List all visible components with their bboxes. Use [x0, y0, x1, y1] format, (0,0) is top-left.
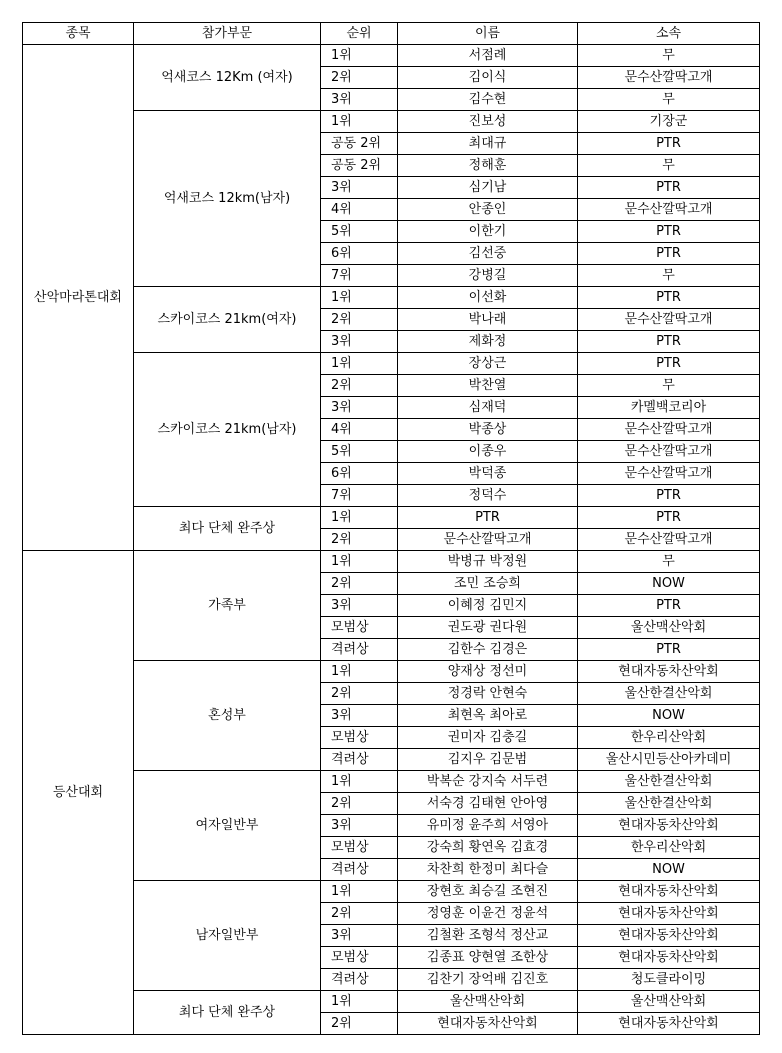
name-cell: 서점례 — [398, 45, 578, 67]
affiliation-cell: PTR — [578, 133, 760, 155]
table-row — [23, 353, 760, 375]
name-cell: 강숙희 황연옥 김효경 — [398, 837, 578, 859]
division-cell: 억새코스 12km(남자) — [134, 111, 321, 287]
affiliation-cell: PTR — [578, 287, 760, 309]
division-cell: 스카이코스 21km(남자) — [134, 353, 321, 507]
name-cell: 정영훈 이윤건 정윤석 — [398, 903, 578, 925]
table-row — [23, 771, 760, 793]
rank-cell: 1위 — [321, 551, 398, 573]
affiliation-cell: 울산한결산악회 — [578, 793, 760, 815]
affiliation-cell: PTR — [578, 221, 760, 243]
affiliation-cell: 현대자동차산악회 — [578, 1013, 760, 1035]
affiliation-cell: 현대자동차산악회 — [578, 925, 760, 947]
event-cell: 등산대회 — [23, 551, 134, 1035]
table-row — [23, 507, 760, 529]
name-cell: 이종우 — [398, 441, 578, 463]
rank-cell: 모범상 — [321, 727, 398, 749]
affiliation-cell: 현대자동차산악회 — [578, 661, 760, 683]
affiliation-cell: PTR — [578, 353, 760, 375]
affiliation-cell: PTR — [578, 507, 760, 529]
name-cell: 최현옥 최아로 — [398, 705, 578, 727]
rank-cell: 1위 — [321, 881, 398, 903]
rank-cell: 격려상 — [321, 859, 398, 881]
rank-cell: 1위 — [321, 661, 398, 683]
name-cell: 김종표 양현열 조한상 — [398, 947, 578, 969]
header-name: 이름 — [398, 23, 578, 45]
rank-cell: 2위 — [321, 1013, 398, 1035]
table-row — [23, 45, 760, 67]
name-cell: 김수현 — [398, 89, 578, 111]
affiliation-cell: 현대자동차산악회 — [578, 903, 760, 925]
name-cell: 울산맥산악회 — [398, 991, 578, 1013]
affiliation-cell: NOW — [578, 573, 760, 595]
affiliation-cell: 울산한결산악회 — [578, 771, 760, 793]
table-row — [23, 551, 760, 573]
division-cell: 스카이코스 21km(여자) — [134, 287, 321, 353]
name-cell: 진보성 — [398, 111, 578, 133]
affiliation-cell: 무 — [578, 89, 760, 111]
rank-cell: 6위 — [321, 463, 398, 485]
affiliation-cell: 문수산깔딱고개 — [578, 199, 760, 221]
rank-cell: 2위 — [321, 529, 398, 551]
name-cell: 정해훈 — [398, 155, 578, 177]
division-cell: 가족부 — [134, 551, 321, 661]
rank-cell: 3위 — [321, 397, 398, 419]
name-cell: PTR — [398, 507, 578, 529]
table-row — [23, 287, 760, 309]
rank-cell: 모범상 — [321, 837, 398, 859]
rank-cell: 3위 — [321, 89, 398, 111]
table-row — [23, 991, 760, 1013]
name-cell: 김철환 조형석 정산교 — [398, 925, 578, 947]
rank-cell: 3위 — [321, 177, 398, 199]
header-rank: 순위 — [321, 23, 398, 45]
name-cell: 차찬희 한정미 최다슬 — [398, 859, 578, 881]
rank-cell: 2위 — [321, 903, 398, 925]
affiliation-cell: 문수산깔딱고개 — [578, 419, 760, 441]
rank-cell: 2위 — [321, 67, 398, 89]
name-cell: 심재덕 — [398, 397, 578, 419]
name-cell: 장현호 최승길 조현진 — [398, 881, 578, 903]
affiliation-cell: PTR — [578, 331, 760, 353]
name-cell: 권도광 권다원 — [398, 617, 578, 639]
name-cell: 안종인 — [398, 199, 578, 221]
rank-cell: 7위 — [321, 485, 398, 507]
name-cell: 박병규 박정원 — [398, 551, 578, 573]
rank-cell: 3위 — [321, 705, 398, 727]
affiliation-cell: 카멜백코리아 — [578, 397, 760, 419]
rank-cell: 3위 — [321, 595, 398, 617]
division-cell: 혼성부 — [134, 661, 321, 771]
affiliation-cell: 무 — [578, 551, 760, 573]
rank-cell: 3위 — [321, 331, 398, 353]
affiliation-cell: 울산한결산악회 — [578, 683, 760, 705]
header-division: 참가부문 — [134, 23, 321, 45]
affiliation-cell: 문수산깔딱고개 — [578, 441, 760, 463]
affiliation-cell: PTR — [578, 485, 760, 507]
table-body — [23, 45, 760, 1035]
rank-cell: 1위 — [321, 287, 398, 309]
header-affiliation: 소속 — [578, 23, 760, 45]
table-row — [23, 881, 760, 903]
rank-cell: 격려상 — [321, 969, 398, 991]
name-cell: 최대규 — [398, 133, 578, 155]
affiliation-cell: 무 — [578, 45, 760, 67]
affiliation-cell: 울산맥산악회 — [578, 617, 760, 639]
name-cell: 정덕수 — [398, 485, 578, 507]
rank-cell: 모범상 — [321, 947, 398, 969]
name-cell: 강병길 — [398, 265, 578, 287]
name-cell: 정경락 안현숙 — [398, 683, 578, 705]
rank-cell: 1위 — [321, 507, 398, 529]
name-cell: 문수산깔딱고개 — [398, 529, 578, 551]
name-cell: 서숙경 김태현 안아영 — [398, 793, 578, 815]
name-cell: 박복순 강지숙 서두련 — [398, 771, 578, 793]
header-row — [23, 23, 760, 45]
name-cell: 박찬열 — [398, 375, 578, 397]
affiliation-cell: 기장군 — [578, 111, 760, 133]
rank-cell: 격려상 — [321, 639, 398, 661]
rank-cell: 2위 — [321, 375, 398, 397]
rank-cell: 1위 — [321, 111, 398, 133]
affiliation-cell: PTR — [578, 243, 760, 265]
name-cell: 유미정 윤주희 서영아 — [398, 815, 578, 837]
rank-cell: 2위 — [321, 793, 398, 815]
table-row — [23, 661, 760, 683]
name-cell: 박나래 — [398, 309, 578, 331]
affiliation-cell: 무 — [578, 265, 760, 287]
rank-cell: 1위 — [321, 45, 398, 67]
name-cell: 제화정 — [398, 331, 578, 353]
rank-cell: 1위 — [321, 771, 398, 793]
rank-cell: 5위 — [321, 441, 398, 463]
rank-cell: 5위 — [321, 221, 398, 243]
affiliation-cell: 현대자동차산악회 — [578, 815, 760, 837]
affiliation-cell: 현대자동차산악회 — [578, 947, 760, 969]
affiliation-cell: 울산시민등산아카데미 — [578, 749, 760, 771]
affiliation-cell: 무 — [578, 155, 760, 177]
division-cell: 최다 단체 완주상 — [134, 507, 321, 551]
rank-cell: 1위 — [321, 353, 398, 375]
rank-cell: 7위 — [321, 265, 398, 287]
name-cell: 현대자동차산악회 — [398, 1013, 578, 1035]
division-cell: 최다 단체 완주상 — [134, 991, 321, 1035]
affiliation-cell: 한우리산악회 — [578, 727, 760, 749]
results-table — [22, 22, 760, 1035]
rank-cell: 2위 — [321, 683, 398, 705]
rank-cell: 3위 — [321, 925, 398, 947]
affiliation-cell: 문수산깔딱고개 — [578, 529, 760, 551]
affiliation-cell: 현대자동차산악회 — [578, 881, 760, 903]
name-cell: 심기남 — [398, 177, 578, 199]
name-cell: 김한수 김경은 — [398, 639, 578, 661]
rank-cell: 2위 — [321, 309, 398, 331]
affiliation-cell: PTR — [578, 595, 760, 617]
affiliation-cell: 울산맥산악회 — [578, 991, 760, 1013]
rank-cell: 공동 2위 — [321, 133, 398, 155]
name-cell: 이한기 — [398, 221, 578, 243]
affiliation-cell: 문수산깔딱고개 — [578, 463, 760, 485]
rank-cell: 격려상 — [321, 749, 398, 771]
rank-cell: 3위 — [321, 815, 398, 837]
name-cell: 이혜정 김민지 — [398, 595, 578, 617]
division-cell: 남자일반부 — [134, 881, 321, 991]
name-cell: 김이식 — [398, 67, 578, 89]
event-cell: 산악마라톤대회 — [23, 45, 134, 551]
rank-cell: 공동 2위 — [321, 155, 398, 177]
affiliation-cell: 문수산깔딱고개 — [578, 309, 760, 331]
name-cell: 양재상 정선미 — [398, 661, 578, 683]
rank-cell: 1위 — [321, 991, 398, 1013]
table-row — [23, 111, 760, 133]
rank-cell: 4위 — [321, 419, 398, 441]
division-cell: 억새코스 12Km (여자) — [134, 45, 321, 111]
rank-cell: 모범상 — [321, 617, 398, 639]
affiliation-cell: 무 — [578, 375, 760, 397]
rank-cell: 2위 — [321, 573, 398, 595]
affiliation-cell: PTR — [578, 177, 760, 199]
name-cell: 김찬기 장억배 김진호 — [398, 969, 578, 991]
name-cell: 장상근 — [398, 353, 578, 375]
name-cell: 박종상 — [398, 419, 578, 441]
division-cell: 여자일반부 — [134, 771, 321, 881]
rank-cell: 4위 — [321, 199, 398, 221]
name-cell: 김선중 — [398, 243, 578, 265]
affiliation-cell: NOW — [578, 859, 760, 881]
affiliation-cell: 문수산깔딱고개 — [578, 67, 760, 89]
name-cell: 김지우 김문범 — [398, 749, 578, 771]
name-cell: 박덕종 — [398, 463, 578, 485]
affiliation-cell: PTR — [578, 639, 760, 661]
name-cell: 조민 조승희 — [398, 573, 578, 595]
name-cell: 권미자 김충길 — [398, 727, 578, 749]
header-event: 종목 — [23, 23, 134, 45]
rank-cell: 6위 — [321, 243, 398, 265]
affiliation-cell: NOW — [578, 705, 760, 727]
affiliation-cell: 청도클라이밍 — [578, 969, 760, 991]
affiliation-cell: 한우리산악회 — [578, 837, 760, 859]
name-cell: 이선화 — [398, 287, 578, 309]
